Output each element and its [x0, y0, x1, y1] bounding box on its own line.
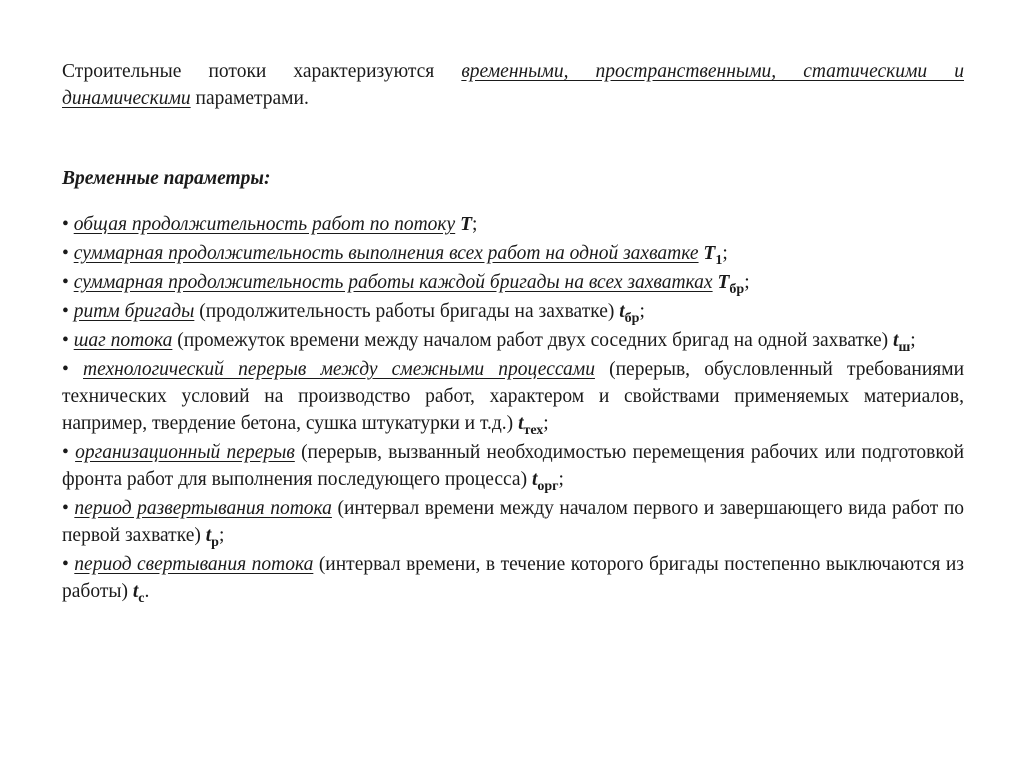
parameter-symbol: t: [205, 525, 212, 546]
parameter-term: суммарная продолжительность выполнения всех работ на одной захватке: [73, 243, 699, 264]
list-item: [62, 240, 964, 269]
item-punctuation: ;: [472, 214, 478, 235]
list-item: [62, 211, 964, 240]
intro-paragraph: [62, 58, 964, 112]
parameter-symbol-subscript: бр: [729, 282, 745, 297]
parameter-symbol-subscript: р: [211, 535, 219, 550]
list-item: [62, 439, 964, 495]
item-punctuation: ;: [744, 272, 750, 293]
parameter-symbol-subscript: бр: [624, 311, 640, 326]
parameter-term: период развертывания потока: [74, 498, 332, 519]
bullet-icon: •: [62, 554, 75, 575]
parameter-description: (перерыв, вызванный необходимостью перемещения рабочих или подготовкой фронта работ для выполнения последующего процесса): [62, 442, 964, 490]
parameter-symbol: t: [619, 301, 625, 322]
parameter-description: (перерыв, обусловленный требованиями технических условий на производство работ, характером и свойствами применяемых материалов, например, твердение бетона, сушка штукатурки и т.д.): [62, 359, 965, 434]
bullet-icon: •: [62, 330, 74, 351]
parameters-list: [62, 211, 964, 607]
parameter-symbol: T: [703, 243, 716, 264]
list-item: [62, 495, 964, 551]
section-heading: Временные параметры:: [62, 168, 271, 189]
parameter-term: общая продолжительность работ по потоку: [73, 214, 456, 235]
list-item: [62, 298, 964, 327]
item-punctuation: ;: [639, 301, 645, 322]
intro-before: Строительные потоки характеризуются: [62, 61, 462, 82]
bullet-icon: •: [62, 498, 75, 519]
list-item: [62, 269, 964, 298]
parameter-symbol: T: [717, 272, 730, 293]
parameter-symbol: t: [893, 330, 899, 351]
parameter-symbol-subscript: 1: [715, 253, 723, 268]
list-item: [62, 551, 964, 607]
bullet-icon: •: [62, 214, 74, 235]
parameter-symbol-subscript: ш: [898, 340, 911, 355]
parameter-symbol: t: [518, 413, 524, 434]
parameter-description: (промежуток времени между началом работ двух соседних бригад на одной захватке): [172, 330, 894, 351]
item-punctuation: ;: [910, 330, 916, 351]
intro-after: параметрами.: [190, 88, 309, 109]
item-punctuation: ;: [558, 469, 564, 490]
bullet-icon: •: [62, 359, 83, 380]
parameter-symbol: T: [460, 214, 472, 235]
parameter-term: суммарная продолжительность работы каждой бригады на всех захватках: [73, 272, 713, 293]
slide-content: [62, 58, 964, 607]
parameter-description: (интервал времени между началом первого и завершающего вида работ по первой захватке): [62, 498, 965, 546]
bullet-icon: •: [62, 272, 74, 293]
bullet-icon: •: [62, 243, 74, 264]
item-punctuation: ;: [543, 413, 549, 434]
parameter-term: шаг потока: [73, 330, 173, 351]
list-item: [62, 327, 964, 356]
list-item: [62, 356, 964, 439]
item-punctuation: .: [144, 581, 150, 602]
parameter-symbol: t: [132, 581, 139, 602]
parameter-term: ритм бригады: [73, 301, 195, 322]
parameter-description: (продолжительность работы бригады на захватке): [194, 301, 620, 322]
parameter-description: (интервал времени, в течение которого бригады постепенно выключаются из работы): [62, 554, 964, 602]
intro-terms: временными, пространственными, статическими и динамическими: [62, 61, 964, 109]
bullet-icon: •: [62, 442, 76, 463]
item-punctuation: ;: [722, 243, 728, 264]
parameter-symbol-subscript: с: [138, 591, 145, 606]
item-punctuation: ;: [218, 525, 225, 546]
parameter-term: технологический перерыв между смежными процессами: [83, 359, 595, 380]
parameter-symbol: t: [531, 469, 538, 490]
parameter-symbol-subscript: тех: [523, 423, 544, 438]
parameter-term: период свертывания потока: [74, 554, 314, 575]
bullet-icon: •: [62, 301, 74, 322]
parameter-term: организационный перерыв: [75, 442, 295, 463]
parameter-symbol-subscript: орг: [537, 479, 559, 494]
